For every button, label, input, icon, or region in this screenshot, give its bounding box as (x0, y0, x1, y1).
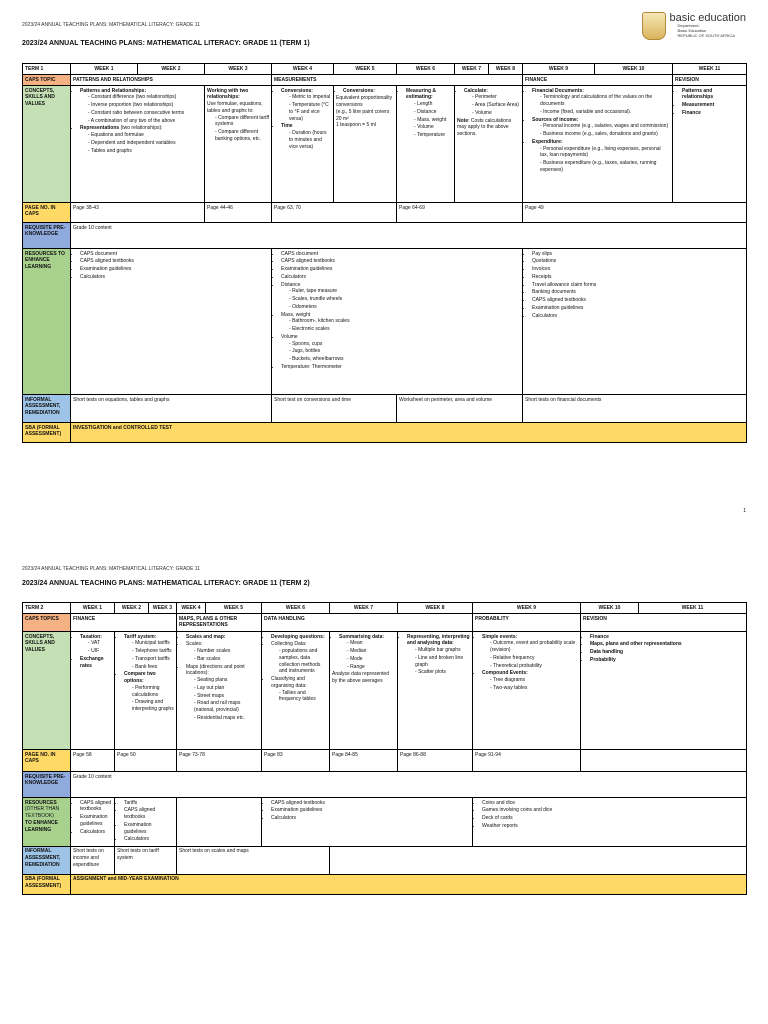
concept-item: - Outcome, event and probability scale (revision) (490, 640, 578, 654)
concept-heading-rest: (two relationships): (119, 125, 163, 132)
concept-item: - A combination of any two of the above (88, 118, 202, 125)
row-label-inf: INFORMAL ASSESSMENT, REMEDIATION (23, 395, 71, 423)
resource-item: • Pay slips (532, 251, 744, 258)
concept-item: - Bank fees (132, 664, 174, 671)
concept-heading: Exchange rates (80, 655, 104, 669)
concept-item: - Scatter plots (415, 669, 470, 676)
header-row (23, 603, 747, 614)
concepts-w7 (455, 86, 523, 203)
concept-item: - Constant ratio between consecutive terms (88, 110, 202, 117)
concept-item: - Duration (hours to minutes and vice versa) (289, 130, 331, 150)
resource-item: • Calculators (80, 829, 112, 836)
sba-cell: ASSIGNMENT and MID-YEAR EXAMINATION (71, 874, 747, 894)
page-cell: Page 64-69 (397, 203, 523, 223)
res-b (115, 798, 177, 847)
resource-item: • CAPS aligned textbooks (80, 258, 269, 265)
concept-heading: Compound Events: (482, 670, 528, 677)
concepts-w11 (673, 86, 747, 203)
informal-row (23, 846, 747, 874)
concept-item: - VAT (88, 640, 112, 647)
col-week-1: WEEK 1 (71, 64, 138, 75)
topic-row (23, 75, 747, 86)
res-c (262, 798, 473, 847)
concept-item: - Area (Surface Area) (472, 102, 520, 109)
concept-item: - Lay out plan (194, 685, 259, 692)
inf-cell: Short tests on scales and maps (177, 846, 330, 874)
page-cell: Page 58 (71, 750, 115, 772)
topic-measurements: MEASUREMENTS (272, 75, 523, 86)
resource-item: Volume (281, 333, 298, 340)
res-empty (177, 798, 262, 847)
concept-item: - Business expenditure (e.g., taxes, salaries, running expenses) (540, 160, 670, 174)
concept-text: 1 teaspoon = 5 ml (336, 122, 376, 129)
req-row (23, 772, 747, 798)
concept-item: - Range (347, 664, 395, 671)
concept-item: - Seating plans (194, 677, 259, 684)
resource-item: • CAPS document (80, 251, 269, 258)
page-cell: Page 38-43 (71, 203, 205, 223)
inf-cell: Short tests on equations, tables and graphs (71, 395, 272, 423)
col-week-4: WEEK 4 (272, 64, 334, 75)
col-week-8: WEEK 8 (398, 603, 473, 614)
page-cell: Page 73-78 (177, 750, 262, 772)
concept-heading: Working with two relationships: (207, 87, 249, 101)
res-a (71, 798, 115, 847)
concept-heading: Calculate: (464, 87, 488, 94)
concept-item: - Two-way tables (490, 685, 578, 692)
res-label-3: TO ENHANCE LEARNING (25, 819, 58, 833)
concept-item: - Transport tariffs (132, 656, 174, 663)
resource-item: • Tariffs (124, 800, 174, 807)
coat-of-arms-icon (642, 12, 666, 40)
concept-item: - Compare different banking options, etc. (215, 129, 269, 143)
row-label-sba: SBA (FORMAL ASSESSMENT) (23, 874, 71, 894)
concept-item: - Tallies and frequency tables (279, 690, 327, 704)
concept-item: - Terminology and calculations of the values on the documents (540, 94, 670, 108)
req-cell: Grade 10 content (71, 772, 747, 798)
concept-heading: Scales and map: (186, 633, 226, 640)
topic-revision: REVISION (673, 75, 747, 86)
page-cell: Page 63, 70 (272, 203, 397, 223)
concept-item: - Constant difference (two relationships) (88, 94, 202, 101)
concept-item: - Distance (414, 109, 452, 116)
resource-item: • Calculators (80, 274, 269, 281)
concept-item: - Business income (e.g., sales, donations and grants) (540, 131, 670, 138)
resource-item: • Games involving coins and dice (482, 807, 744, 814)
concept-item: - Drawing and interpreting graphs (132, 699, 174, 713)
concept-heading: Taxation: (80, 633, 102, 640)
term-2-table (22, 602, 747, 895)
resource-item: • CAPS aligned textbooks (532, 297, 744, 304)
concept-heading: Time (281, 123, 293, 130)
concept-heading: Tariff system: (124, 633, 157, 640)
concept-item: • Data handling (590, 649, 744, 656)
concept-item: - Equations and formulae (88, 132, 202, 139)
concepts-w6 (262, 632, 330, 750)
resource-item: • Calculators (281, 274, 520, 281)
resource-sub: - Bathroom-, kitchen scales (289, 318, 520, 325)
concept-sub-heading: Maps (directions and point locations): (186, 663, 245, 677)
res-d (473, 798, 747, 847)
concept-item: - Temperature (°C to °F and vice versa) (289, 102, 331, 122)
concept-text: Use formulae, equations, tables and graphs to: (207, 101, 263, 114)
page-cell: Page 91-94 (473, 750, 581, 772)
header-small-text: 2023/24 ANNUAL TEACHING PLANS: MATHEMATICAL LITERACY: GRADE 11 (22, 22, 200, 28)
col-week-10: WEEK 10 (581, 603, 639, 614)
concept-item: - Multiple bar graphs (415, 647, 470, 654)
concept-item: - Dependent and independent variables (88, 140, 202, 147)
row-label-req: REQUISITE PRE-KNOWLEDGE (23, 223, 71, 249)
concept-item: • Probability (590, 657, 744, 664)
concept-item: - Length (414, 101, 452, 108)
concept-item: - Compare different tariff systems (215, 115, 269, 129)
concept-item: • Patterns and relationships (682, 88, 744, 102)
concept-item: - Perimeter (472, 94, 520, 101)
row-label-page: PAGE NO. IN CAPS (23, 203, 71, 223)
note-text: : Costs calculations may apply to the above sections. (457, 117, 512, 137)
concept-item: - Mean (347, 640, 395, 647)
informal-row (23, 395, 747, 423)
topic-maps: MAPS, PLANS & OTHER REPRESENTATIONS (177, 614, 262, 632)
concept-item: - Number scales (194, 648, 259, 655)
concepts-w9 (523, 86, 673, 203)
concept-item: - Volume (472, 110, 520, 117)
concepts-w2 (115, 632, 177, 750)
resource-sub: - Electronic scales (289, 326, 520, 333)
resource-item: Distance (281, 281, 301, 288)
resource-item: • Examination guidelines (124, 822, 174, 836)
resource-item: • CAPS document (281, 251, 520, 258)
concept-item: - Telephone tariffs (132, 648, 174, 655)
resource-item: • Calculators (532, 313, 744, 320)
res-c (523, 249, 747, 395)
concepts-w4 (272, 86, 334, 203)
resource-item: • CAPS aligned textbooks (271, 800, 470, 807)
concept-heading: Conversions: (281, 87, 313, 94)
col-week-7: WEEK 7 (330, 603, 398, 614)
concepts-w3 (205, 86, 272, 203)
resources-row (23, 249, 747, 395)
resource-item: • Calculators (271, 815, 470, 822)
concept-text: Analyse data represented by the above averages (332, 671, 389, 684)
resource-item: • Calculators (124, 836, 174, 843)
row-label-topic: CAPS TOPIC (23, 75, 71, 86)
resource-item: • Coins and dice (482, 800, 744, 807)
resource-item: • Travel allowance claim forms (532, 282, 744, 289)
col-week-10: WEEK 10 (595, 64, 673, 75)
inf-cell: Short tests on income and expenditure (71, 846, 115, 874)
concept-item: - Residential maps etc. (194, 715, 259, 722)
col-term: TERM 2 (23, 603, 71, 614)
page-row (23, 750, 747, 772)
resource-item: • CAPS aligned textbooks (80, 800, 112, 814)
topic-data-handling: DATA HANDLING (262, 614, 473, 632)
concept-item: - Mode (347, 656, 395, 663)
topic-row (23, 614, 747, 632)
concept-heading: Expenditure: (532, 138, 563, 145)
concept-item: - Bar scales (194, 656, 259, 663)
resource-item: • Deck of cards (482, 815, 744, 822)
concepts-row (23, 86, 747, 203)
col-week-5: WEEK 5 (206, 603, 262, 614)
concept-item: - Mass, weight (414, 117, 452, 124)
col-week-4: WEEK 4 (177, 603, 206, 614)
concepts-w5 (334, 86, 397, 203)
row-label-res (23, 798, 71, 847)
concept-item: - Median (347, 648, 395, 655)
concept-heading: Financial Documents: (532, 87, 584, 94)
row-label-res: RESOURCES TO ENHANCE LEARNING (23, 249, 71, 395)
resource-item: • Invoices (532, 266, 744, 273)
concept-item: - Metric to imperial (289, 94, 331, 101)
col-week-9: WEEK 9 (523, 64, 595, 75)
concept-item: • Maps, plans and other representations (590, 641, 744, 648)
concept-sub-heading: Classifying and organising data: (271, 676, 307, 689)
req-cell: Grade 10 content (71, 223, 747, 249)
row-label-req: REQUISITE PRE-KNOWLEDGE (23, 772, 71, 798)
inf-cell: Worksheet on perimeter, area and volume (397, 395, 523, 423)
res-label-1: RESOURCES (25, 799, 57, 806)
res-label-2: (OTHER THAN TEXTBOOK) (25, 806, 60, 819)
col-week-6: WEEK 6 (397, 64, 455, 75)
resource-item: • Examination guidelines (532, 305, 744, 312)
col-week-5: WEEK 5 (334, 64, 397, 75)
logo-text: basic education (669, 12, 746, 25)
concept-item: • Finance (682, 110, 744, 117)
resource-item: • CAPS aligned textbooks (281, 258, 520, 265)
concept-item: • Finance (590, 634, 744, 641)
concept-item: - Volume (414, 124, 452, 131)
col-week-1: WEEK 1 (71, 603, 115, 614)
inf-cell: Short test on conversions and time (272, 395, 397, 423)
concepts-w1 (71, 86, 205, 203)
concept-item: - Tables and graphs (88, 148, 202, 155)
concept-heading: Summarising data: (339, 633, 385, 640)
concept-heading: Simple events: (482, 633, 518, 640)
page-title: 2023/24 ANNUAL TEACHING PLANS: MATHEMATICAL LITERACY: GRADE 11 (TERM 2) (22, 580, 310, 587)
col-week-8: WEEK 8 (489, 64, 523, 75)
concept-heading: Compare two options: (124, 671, 156, 684)
concept-item: - Personal income (e.g., salaries, wages and commission) (540, 123, 670, 130)
req-row (23, 223, 747, 249)
col-week-2: WEEK 2 (138, 64, 205, 75)
resources-row (23, 798, 747, 847)
row-label-inf: INFORMAL ASSESSMENT, REMEDIATION (23, 846, 71, 874)
col-week-6: WEEK 6 (262, 603, 330, 614)
page-term-2 (0, 508, 768, 1024)
col-week-11: WEEK 11 (639, 603, 747, 614)
page-cell-empty (581, 750, 747, 772)
resource-sub: - Scales, trundle wheels (289, 296, 520, 303)
concept-heading: Developing questions: (271, 633, 325, 640)
resource-item: • Examination guidelines (271, 807, 470, 814)
concept-item: - Road and rail maps (national, provincial) (194, 700, 259, 714)
header-row (23, 64, 747, 75)
page-cell: Page 83 (262, 750, 330, 772)
row-label-sba: SBA (FORMAL ASSESSMENT) (23, 423, 71, 443)
page-cell: Page 44-46 (205, 203, 272, 223)
resource-sub: - Spoons, cups (289, 341, 520, 348)
concept-item: - Tree diagrams (490, 677, 578, 684)
concept-heading: Sources of income: (532, 116, 579, 123)
page-cell: Page 84-85 (330, 750, 398, 772)
resource-item: Mass, weight (281, 311, 311, 318)
resource-sub: - Jugs, bottles (289, 348, 520, 355)
resource-item: • Quotations (532, 258, 744, 265)
sba-row (23, 874, 747, 894)
concept-item: - Municipal tariffs (132, 640, 174, 647)
concept-item: - Inverse proportion (two relationships) (88, 102, 202, 109)
concept-heading: Representations (80, 125, 120, 132)
col-week-3: WEEK 3 (149, 603, 177, 614)
concept-item: - Relative frequency (490, 655, 578, 662)
resource-sub: - Odometers (289, 304, 520, 311)
resource-item: • CAPS aligned textbooks (124, 807, 174, 821)
page-cell: Page 49 (523, 203, 747, 223)
term-1-table (22, 63, 747, 443)
col-term: TERM 1 (23, 64, 71, 75)
page-cell: Page 50 (115, 750, 177, 772)
note-label: Note (457, 117, 469, 124)
concepts-w9 (473, 632, 581, 750)
concepts-w10 (581, 632, 747, 750)
concept-item: - Street maps (194, 693, 259, 700)
col-week-9: WEEK 9 (473, 603, 581, 614)
resource-item: • Weather reports (482, 823, 744, 830)
concept-text: Equivalent proportionality conversions (336, 95, 393, 108)
concepts-row (23, 632, 747, 750)
res-b (272, 249, 523, 395)
page-cell: Page 86-88 (398, 750, 473, 772)
resource-item: • Receipts (532, 274, 744, 281)
row-label-concepts: CONCEPTS, SKILLS AND VALUES (23, 86, 71, 203)
concept-heading: Measuring & estimating: (406, 87, 437, 101)
concept-item: • Measurement (682, 102, 744, 109)
row-label-page: PAGE NO. IN CAPS (23, 750, 71, 772)
col-week-3: WEEK 3 (205, 64, 272, 75)
topic-probability: PROBABILITY (473, 614, 581, 632)
topic-finance: FINANCE (71, 614, 177, 632)
resource-sub: - Buckets, wheelbarrows (289, 356, 520, 363)
concept-item: - Personal expenditure (e.g., living expenses, personal tax, loan repayments) (540, 146, 670, 160)
concept-sub-heading: Collecting Data: (271, 641, 307, 648)
concept-item: - Temperature (414, 132, 452, 139)
inf-cell: Short tests on tariff system (115, 846, 177, 874)
logo-sub-3: REPUBLIC OF SOUTH AFRICA (677, 32, 735, 38)
concept-item: - Income (fixed, variable and occasional). (540, 109, 670, 116)
concept-item: - populations and samples, data collection methods and instruments (279, 648, 327, 675)
dbe-logo (642, 12, 746, 40)
inf-cell-empty (330, 846, 747, 874)
sba-cell: INVESTIGATION and CONTROLLED TEST (71, 423, 747, 443)
concepts-w7 (330, 632, 398, 750)
concept-heading: Representing, interpreting and analysing data: (407, 633, 470, 647)
concepts-w1 (71, 632, 115, 750)
concepts-w4 (177, 632, 262, 750)
col-week-7: WEEK 7 (455, 64, 489, 75)
concept-heading: Patterns and Relationships: (80, 87, 147, 94)
logo-sub-1: Department: (677, 23, 700, 29)
resource-item: • Examination guidelines (281, 266, 520, 273)
resource-item: • Banking documents (532, 289, 744, 296)
concept-sub-heading: Scales: (186, 641, 203, 648)
col-week-2: WEEK 2 (115, 603, 149, 614)
sba-row (23, 423, 747, 443)
concept-item: - Theoretical probability (490, 663, 578, 670)
res-a (71, 249, 272, 395)
page-row (23, 203, 747, 223)
concept-text: (e.g., 5 litre paint covers 20 m² (336, 108, 390, 122)
page-number: 1 (743, 508, 746, 514)
concepts-w8 (398, 632, 473, 750)
concepts-w6 (397, 86, 455, 203)
resource-item: • Examination guidelines (80, 266, 269, 273)
topic-patterns: PATTERNS AND RELATIONSHIPS (71, 75, 272, 86)
page-title: 2023/24 ANNUAL TEACHING PLANS: MATHEMATICAL LITERACY: GRADE 11 (TERM 1) (22, 40, 310, 47)
topic-revision: REVISION (581, 614, 747, 632)
row-label-topic: CAPS TOPICS (23, 614, 71, 632)
concept-heading: Conversions: (343, 87, 375, 94)
logo-sub-2: Basic Education (677, 28, 707, 34)
resource-item: • Examination guidelines (80, 814, 112, 828)
resource-item: • Temperature: Thermometer (281, 364, 520, 371)
col-week-11: WEEK 11 (673, 64, 747, 75)
inf-cell: Short tests on financial documents (523, 395, 747, 423)
concept-item: - Performing calculations (132, 685, 174, 699)
row-label-concepts: CONCEPTS, SKILLS AND VALUES (23, 632, 71, 750)
topic-finance: FINANCE (523, 75, 673, 86)
header-small-text: 2023/24 ANNUAL TEACHING PLANS: MATHEMATICAL LITERACY: GRADE 11 (22, 566, 200, 572)
concept-item: - Line and broken line graph (415, 655, 470, 669)
resource-sub: - Ruler, tape measure (289, 288, 520, 295)
concept-item: - UIF (88, 648, 112, 655)
